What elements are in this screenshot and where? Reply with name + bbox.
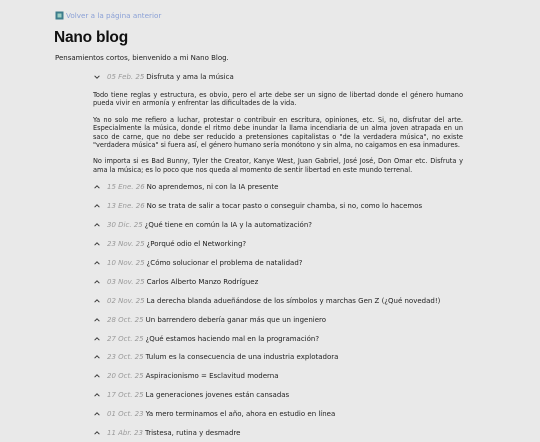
entry-title: No se trata de salir a tocar pasto o conseguir chamba, si no, como lo hacemos — [146, 202, 423, 211]
list-item[interactable] — [93, 197, 463, 216]
entry-toggle[interactable] — [93, 72, 463, 82]
chevron-up-icon — [93, 410, 101, 418]
list-item[interactable] — [93, 235, 463, 254]
entry-title: ¿Qué tiene en común la IA y la automatización? — [144, 221, 312, 230]
entry-title: Un barrendero debería ganar más que un ingeniero — [145, 315, 327, 324]
expanded-entry — [93, 72, 463, 182]
entry-date: 10 Nov. 25 — [107, 259, 145, 267]
entry-date: 03 Nov. 25 — [107, 277, 145, 286]
chevron-up-icon — [93, 353, 101, 361]
chevron-up-icon — [93, 183, 101, 191]
entry-date: 17 Oct. 25 — [107, 391, 144, 400]
list-item[interactable] — [93, 310, 463, 329]
list-item[interactable] — [93, 424, 463, 442]
chevron-up-icon — [93, 259, 101, 267]
entry-title: Disfruta y ama la música — [146, 73, 234, 81]
entry-title: Carlos Alberto Manzo Rodríguez — [146, 277, 259, 286]
chevron-up-icon — [93, 372, 101, 380]
entry-title: ¿Qué estamos haciendo mal en la programación? — [145, 334, 320, 343]
list-item[interactable] — [93, 367, 463, 386]
list-item[interactable] — [93, 291, 463, 310]
entry-paragraph: No importa si es Bad Bunny, Tyler the Creator, Kanye West, Juan Gabriel, José José, Don Omar etc. Disfruta y ama la música; es lo poco que nos queda al momento de sentir libertad en este mundo terrenal. — [93, 157, 463, 174]
entry-date: 20 Oct. 25 — [107, 372, 144, 381]
entry-date: 30 Dic. 25 — [107, 221, 143, 230]
entry-title: No aprendemos, ni con la IA presente — [146, 183, 279, 192]
back-link[interactable] — [55, 11, 161, 20]
entry-paragraph: Todo tiene reglas y estructura, es obvio, pero el arte debe ser un signo de libertad donde el género humano pueda vivir en armonía y enfrentar las dificultades de la vida. — [93, 91, 463, 108]
entry-title: Tulum es la consecuencia de una industria explotadora — [145, 353, 339, 362]
page-title: Nano blog — [54, 29, 128, 46]
entry-date: 02 Nov. 25 — [107, 296, 145, 305]
chevron-up-icon — [93, 278, 101, 286]
entry-paragraph: Ya no solo me refiero a luchar, protestar o contribuir en escritura, opiniones, etc. Si, no, disfrutar del arte. Especialmente la música, donde el ritmo debe inundar la llama incendiaria de un alma joven atrapada en un saco de carne, que no debe ser reducido a pretensiones capitalistas o "de la verdadera música", no existe "verdadera música" si fuera así, el género humano sería monótono y sin alma, no caigamos en esa inmadures. — [93, 115, 463, 150]
entry-date: 27 Oct. 25 — [107, 334, 144, 343]
entry-date: 13 Ene. 26 — [107, 202, 145, 211]
chevron-up-icon — [93, 297, 101, 305]
entry-title: Aspiracionismo = Esclavitud moderna — [145, 372, 279, 381]
entry-date: 23 Oct. 25 — [107, 353, 144, 362]
chevron-down-icon — [93, 73, 101, 81]
chevron-up-icon — [93, 391, 101, 399]
list-item[interactable] — [93, 405, 463, 424]
chevron-up-icon — [93, 335, 101, 343]
back-link-label: Volver a la página anterior — [66, 11, 162, 20]
chevron-up-icon — [93, 202, 101, 210]
chevron-up-icon — [93, 429, 101, 437]
list-item[interactable] — [93, 216, 463, 235]
entry-body — [93, 91, 463, 174]
list-item[interactable] — [93, 329, 463, 348]
list-item[interactable] — [93, 272, 463, 291]
entry-date: 11 Abr. 23 — [107, 429, 143, 438]
entry-title: ¿Cómo solucionar el problema de natalidad? — [146, 259, 303, 267]
entry-date: 23 Nov. 25 — [107, 240, 145, 249]
entry-title: Ya mero terminamos el año, ahora en estudio en línea — [145, 410, 336, 419]
entry-title: La derecha blanda adueñándose de los símbolos y marchas Gen Z (¿Qué novedad!) — [146, 296, 441, 305]
entry-title: Tristesa, rutina y desmadre — [144, 429, 241, 438]
chevron-up-icon — [93, 316, 101, 324]
list-item[interactable] — [93, 386, 463, 405]
list-item[interactable] — [93, 254, 463, 273]
list-item[interactable] — [93, 348, 463, 367]
entry-title: ¿Porqué odio el Networking? — [146, 240, 247, 249]
entry-date: 28 Oct. 25 — [107, 315, 144, 324]
chevron-up-icon — [93, 221, 101, 229]
chevron-up-icon — [93, 240, 101, 248]
list-item[interactable] — [93, 178, 463, 197]
entry-list — [93, 178, 463, 442]
entry-title: La generaciones jovenes están cansadas — [145, 391, 290, 400]
entry-date: 01 Oct. 23 — [107, 410, 144, 419]
entry-date: 05 Feb. 25 — [107, 73, 145, 81]
page-subtitle: Pensamientos cortos, bienvenido a mi Nano Blog. — [55, 54, 229, 62]
entry-date: 15 Ene. 26 — [107, 183, 145, 192]
back-icon — [55, 11, 64, 20]
